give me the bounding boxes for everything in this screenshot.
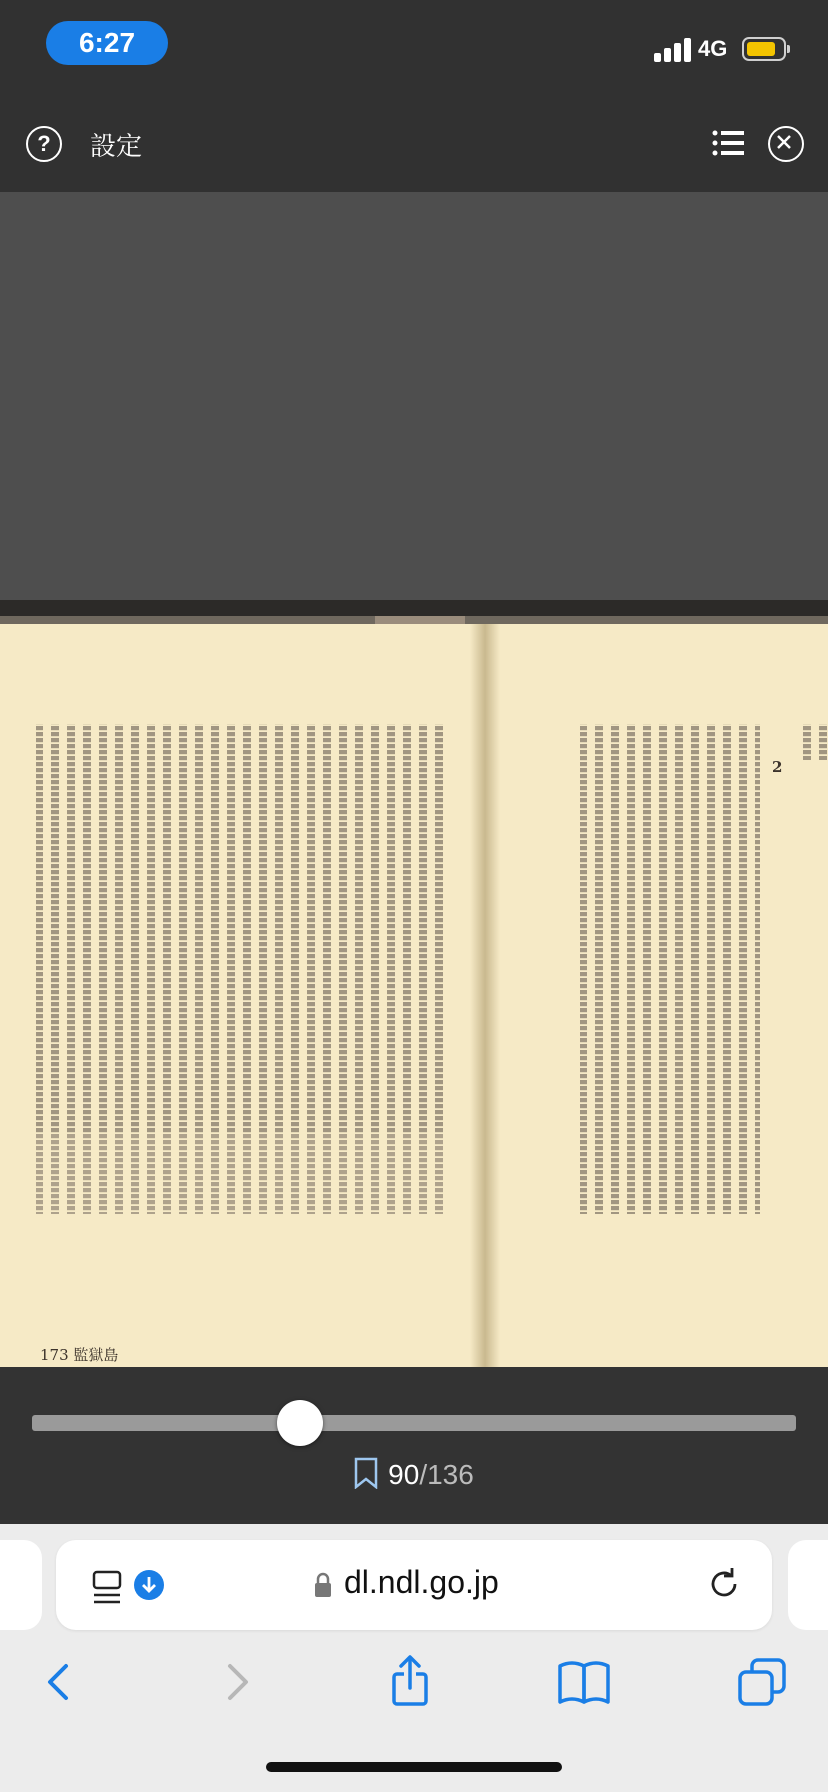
page-slider-track[interactable]	[32, 1415, 796, 1431]
viewer-toolbar	[0, 100, 828, 192]
reload-icon[interactable]	[706, 1566, 742, 1602]
forward-icon[interactable]	[208, 1654, 264, 1710]
lock-icon	[314, 1572, 332, 1598]
page-number-right: 2	[772, 758, 783, 776]
page-viewer[interactable]	[0, 192, 828, 1367]
tabs-icon[interactable]	[734, 1654, 790, 1710]
browser-chrome	[0, 1524, 828, 1792]
status-time[interactable]: 6:27	[46, 21, 168, 65]
list-icon[interactable]	[712, 130, 744, 156]
bookmarks-icon[interactable]	[556, 1654, 612, 1710]
page-counter	[0, 1457, 828, 1491]
reader-icon[interactable]	[92, 1570, 122, 1604]
total-pages: /136	[419, 1459, 474, 1490]
current-page: 90	[388, 1459, 420, 1490]
back-icon[interactable]	[32, 1654, 88, 1710]
next-tab-preview[interactable]	[788, 1540, 828, 1630]
close-icon[interactable]	[768, 126, 804, 162]
book-spread-image[interactable]	[0, 588, 828, 1418]
home-indicator	[266, 1762, 562, 1772]
page-header: 173 監獄島	[40, 1346, 119, 1364]
help-icon[interactable]: ?	[26, 126, 62, 162]
signal-icon	[654, 38, 692, 62]
previous-tab-preview[interactable]	[0, 1540, 42, 1630]
bookmark-icon[interactable]	[354, 1457, 378, 1489]
battery-icon	[742, 37, 786, 61]
settings-button[interactable]: 設定	[90, 132, 143, 162]
status-bar	[0, 0, 828, 100]
url-text[interactable]: dl.ndl.go.jp	[344, 1564, 499, 1600]
page-slider-panel	[0, 1367, 828, 1524]
address-bar[interactable]	[56, 1540, 772, 1630]
share-icon[interactable]	[382, 1654, 438, 1710]
download-icon[interactable]	[134, 1570, 164, 1600]
page-slider-thumb[interactable]	[277, 1400, 323, 1446]
network-type: 4G	[698, 36, 728, 61]
